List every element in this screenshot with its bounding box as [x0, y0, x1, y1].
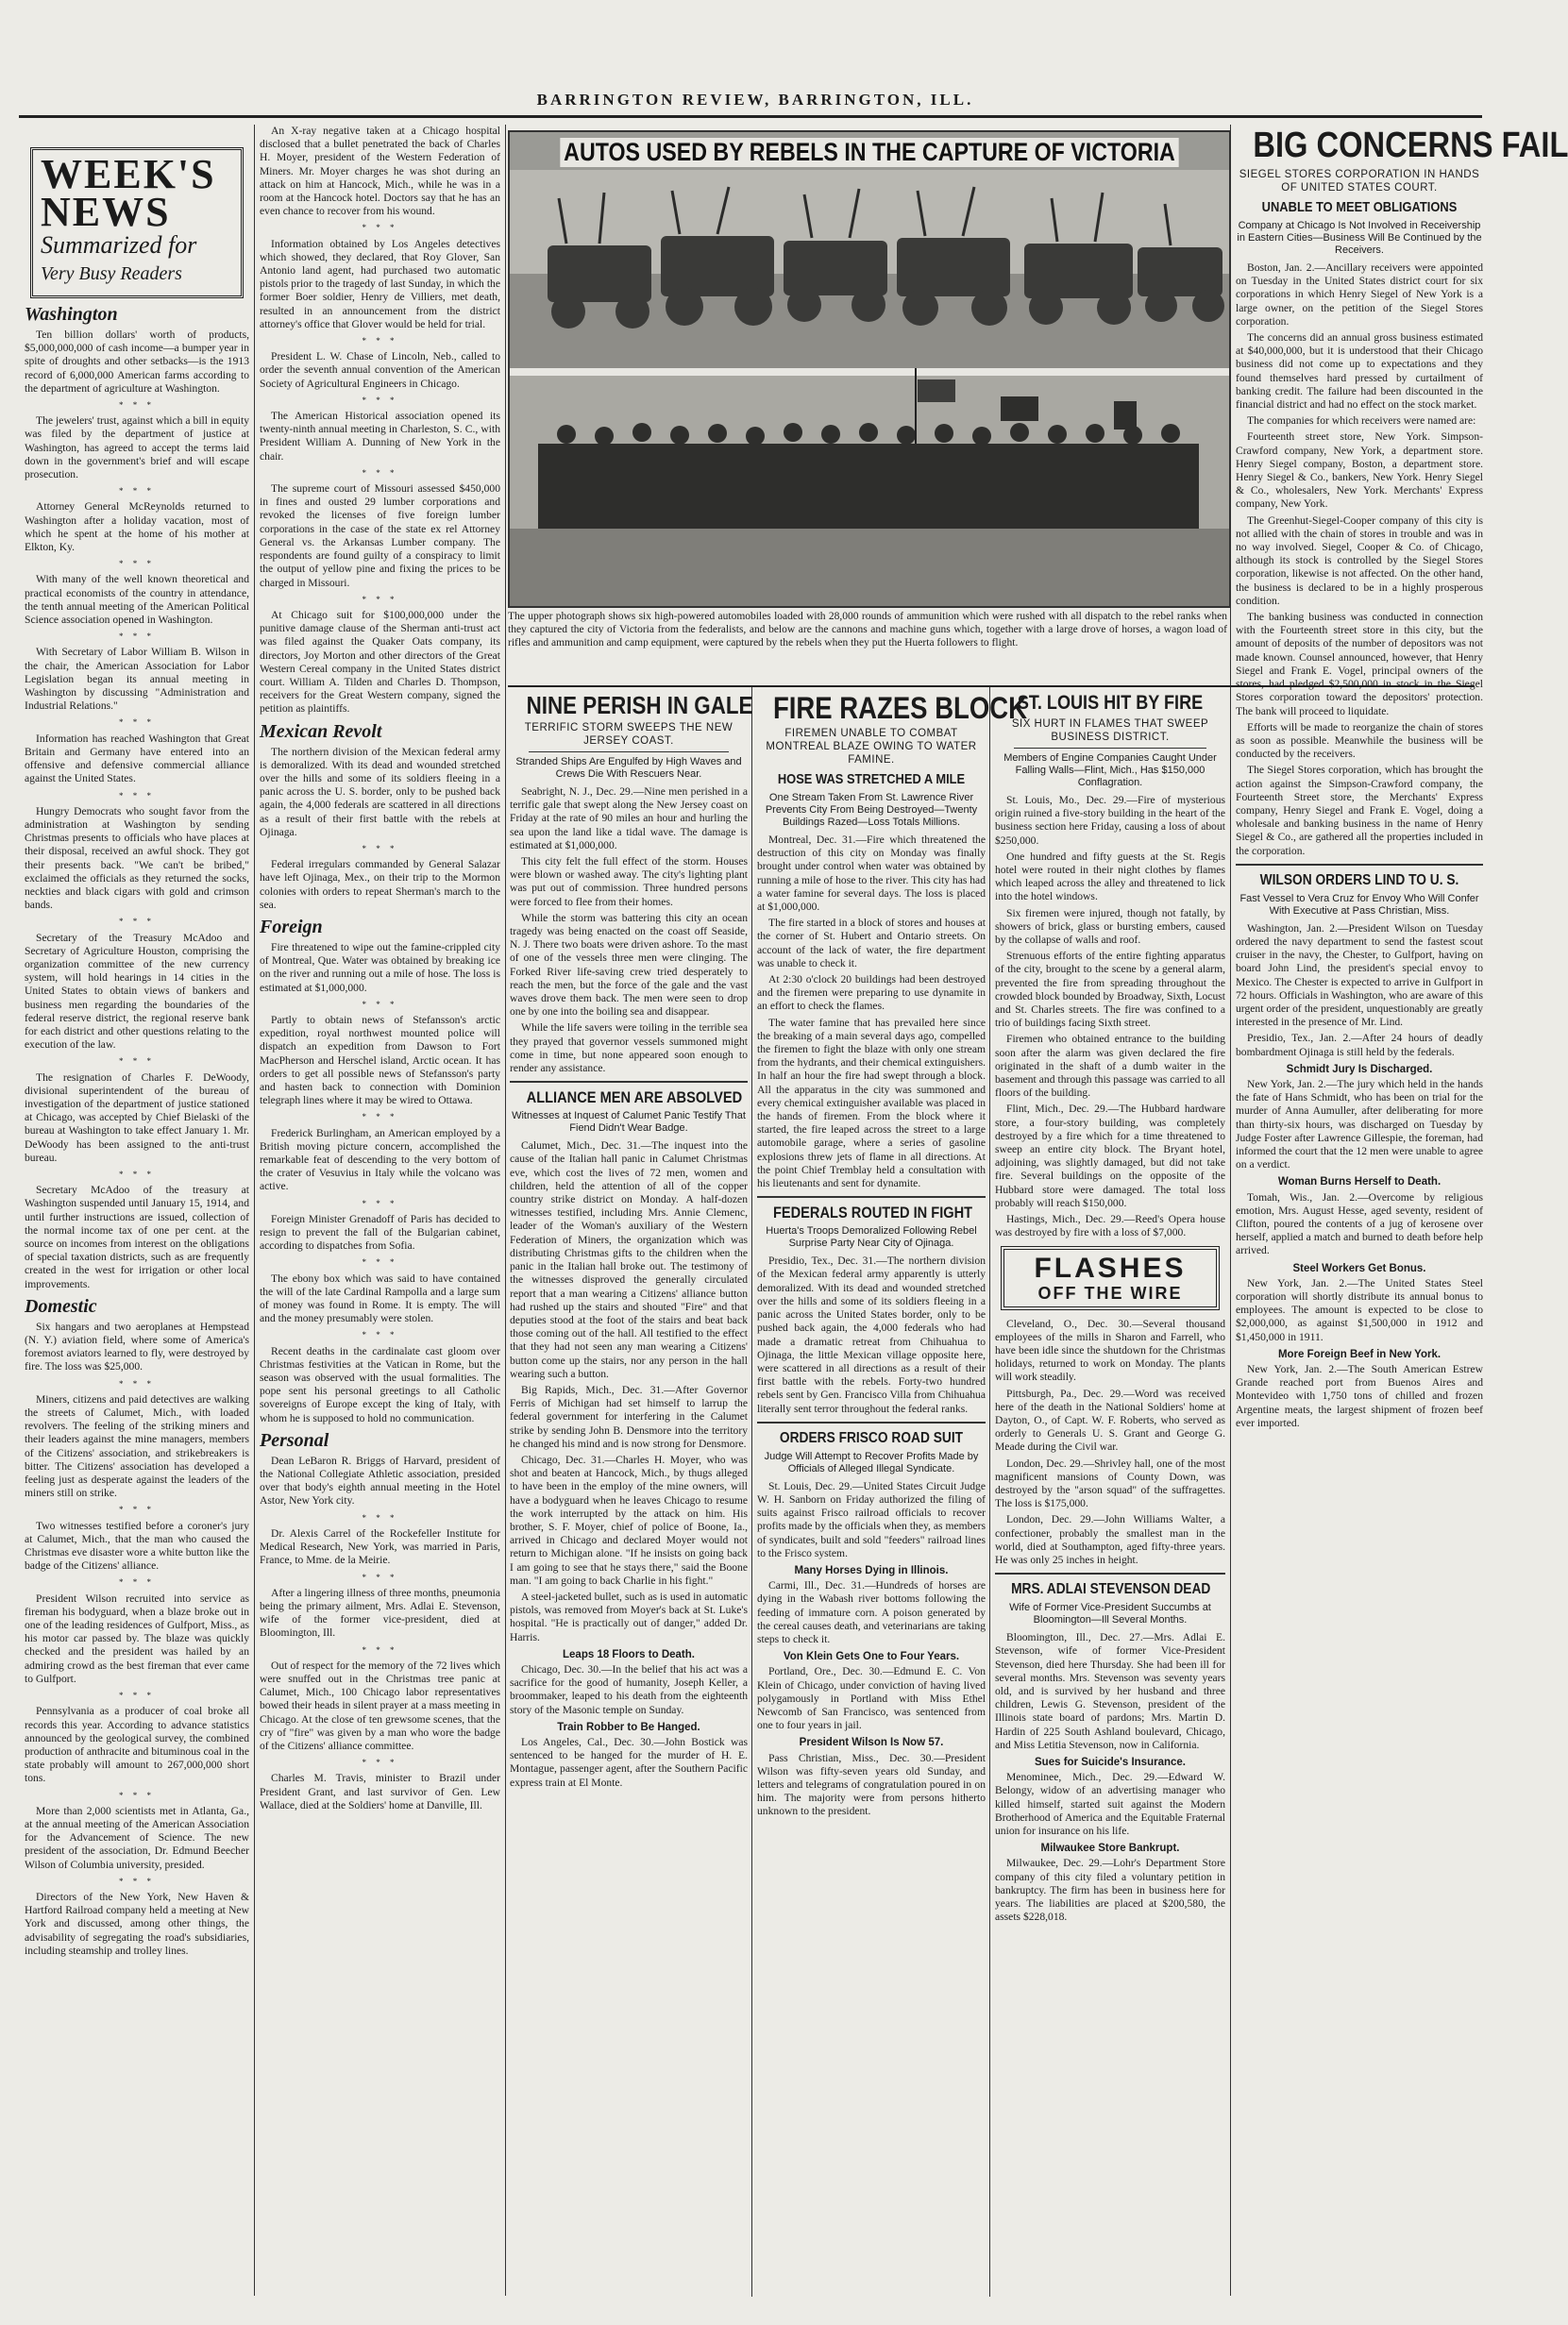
article-paragraph: Recent deaths in the cardinalate cast gloom over Christmas festivities at the Vatican in Rome, but the season was observed with the usual formalities. The pope sent his personal greetings to all Catholic sovereigns of Europe except the king of Italy, with whom he is supposed to hold no communication.: [260, 1344, 500, 1424]
brief-headline: Many Horses Dying in Illinois.: [794, 1564, 949, 1576]
article-paragraph: Ten billion dollars' worth of products, $5,000,000,000 of cash income—a bumper year in spite of droughts and other setbacks—is the 1913 record of 6,000,000 American farms according to the department of agriculture at Washington.: [25, 329, 249, 395]
header-rule: [19, 115, 1482, 118]
article-paragraph: At Chicago suit for $100,000,000 under the punitive damage clause of the Sherman anti-trust act was filed against the Quaker Oats company, its directors, Joy Morton and other directors of the Great Western Cereal company in the United States district court. William A. Tilden and Charles D. Thompson, receivers for the Great Western company, signed the petition as plaintiffs.: [260, 608, 500, 716]
alliance-men-headline: ALLIANCE MEN ARE ABSOLVED: [526, 1088, 743, 1107]
article-paragraph: Milwaukee, Dec. 29.—Lohr's Department Store company of this city filed a voluntary petition in bankruptcy. The firm has been in business here for years. The liabilities are placed at $200,580, the assets $228,018.: [995, 1857, 1225, 1924]
section-domestic: Domestic: [25, 1295, 97, 1317]
big-concerns-fail-headline: BIG CONCERNS FAIL: [1253, 126, 1568, 165]
section-foreign: Foreign: [260, 916, 323, 937]
article-paragraph: Los Angeles, Cal., Dec. 30.—John Bostick was sentenced to be hanged for the murder of H. E. Montague, passenger agent, after the Southern Pacific express train at El Monte.: [510, 1736, 748, 1789]
brief-headline: Woman Burns Herself to Death.: [1277, 1176, 1442, 1188]
article-paragraph: Presidio, Tex., Dec. 31.—The northern division of the Mexican federal army apparently is utterly demoralized. With its dead and wounded stretched over the hills and some of its soldiers fleeing in a panic across the United States border, only to be pushed back again, the 4,000 federals who had made a dramatic retreat from Chihuahua to Ojinaga, the little Mexican village opposite here, were scattered in all directions as a result of their first battle with the rebels. Forty-two hundred rebels sent by Gen. Francisco Villa from Chihuahua literally sent terror throughout the federal ranks.: [757, 1255, 986, 1415]
article-paragraph: Montreal, Dec. 31.—Fire which threatened the destruction of this city on Monday was finally brought under control when water was obtained by running a mile of hose to the river. This city has had a water famine for several days. The loss is placed at $1,000,000.: [757, 834, 986, 914]
federals-routed-headline: FEDERALS ROUTED IN FIGHT: [772, 1204, 973, 1222]
weeks-news-box: [30, 147, 244, 298]
article-paragraph: More than 2,000 scientists met in Atlanta, Ga., at the annual meeting of the American Association for the Advancement of Science. The new president of the association, Dr. Edmund Beecher Wilson of Columbia university, presided.: [25, 1804, 249, 1871]
brief-headline: Milwaukee Store Bankrupt.: [1040, 1843, 1180, 1855]
article-paragraph: Boston, Jan. 2.—Ancillary receivers were appointed on Tuesday in the United States district court for six corporations in which Henry Siegel of New York is a large owner, on the petition of the Siegel Stores corporation.: [1236, 261, 1483, 328]
article-paragraph: With Secretary of Labor William B. Wilson in the chair, the American Association for Labor Legislation began its annual meeting in Washington by discussing "Administration and Industrial Relations.": [25, 646, 249, 713]
article-paragraph: The Greenhut-Siegel-Cooper company of this city is not allied with the chain of stores in trouble and was in no way involved. Siegel, Cooper & Co. of Chicago, although its stock is controlled by the Siegel Stores corporation, likewise is not affected. On the other hand, the business is declared to be in a highly prosperous condition.: [1236, 514, 1483, 607]
article-paragraph: Bloomington, Ill., Dec. 27.—Mrs. Adlai E. Stevenson, wife of former Vice-President Stevenson, died here Thursday. She had been ill for several months. Mrs. Stevenson was seventy years old, and is survived by her husband and three children, Lewis G. Stevenson, president of the Illinois state board of pardons; Mrs. Martin D. Hardin of 225 South Ashland boulevard, Chicago, and Miss Letitia Stevenson, now in California.: [995, 1631, 1225, 1751]
article-paragraph: London, Dec. 29.—John Williams Walter, a confectioner, probably the smallest man in the world, died at Southampton, aged fifty-three years. He was only 25 inches in height.: [995, 1513, 1225, 1566]
running-title: BARRINGTON REVIEW, BARRINGTON, ILL.: [536, 91, 974, 109]
article-paragraph: Efforts will be made to reorganize the chain of stores as soon as possible. Meanwhile the business will be conducted by the receivers.: [1236, 720, 1483, 761]
brief-headline: Steel Workers Get Bonus.: [1292, 1262, 1426, 1274]
column-rule: [254, 125, 255, 2296]
article-paragraph: Dean LeBaron R. Briggs of Harvard, president of the National Collegiate Athletic association, presided over that body's eighth annual meeting in the Hotel Astor, New York city.: [260, 1454, 500, 1508]
news-photograph: [508, 130, 1231, 608]
brief-headline: Leaps 18 Floors to Death.: [563, 1648, 695, 1660]
headline-subdeck: Company at Chicago Is Not Involved in Receivership in Eastern Cities—Business Will Be Continued by the Receivers.: [1237, 220, 1482, 256]
article-paragraph: Presidio, Tex., Jan. 2.—After 24 hours of deadly bombardment Ojinaga is still held by the federals.: [1236, 1032, 1483, 1058]
weeks-title: WEEK'S: [41, 151, 216, 197]
stevenson-dead-headline: MRS. ADLAI STEVENSON DEAD: [1011, 1581, 1211, 1598]
column-rule: [505, 125, 506, 2296]
article-paragraph: The water famine that has prevailed here since the breaking of a main several days ago, compelled the firemen to fight the blaze with only one stream from the hydrants, and their chemical extinguishers. In half an hour the fire had swept through a block. All the apparatus in the city was summoned and every chemical extinguisher available was placed in the hands of firemen. From the block where it started, the fire leaped across the street to a large automobile garage, where a series of gasoline explosions threw jets of flame in all directions. At the point Chief Tremblay held a consultation with his lieutenants and sent for dynamite.: [757, 1016, 986, 1190]
article-paragraph: New York, Jan. 2.—The jury which held in the hands the fate of Hans Schmidt, who has been on trial for the murder of Anna Aumuller, after deliberating for more than thirty-six hours, was discharged on Tuesday by Judge Foster after Lawrence Gillespie, the foreman, had informed the court that the 12 men were unable to agree on a verdict.: [1236, 1077, 1483, 1171]
article-paragraph: The banking business was conducted in connection with the Fourteenth street store in this city, but the amount of deposits of the number of depositors was not made known. Counsel announced, however, that Henry Siegel and Frank E. Vogel, principal owners of the stores, had pledged $2,500,000 in stock in the Siegel Stores corporation toward the depositors' protection. The bank will proceed to liquidate.: [1236, 611, 1483, 717]
article-paragraph: Tomah, Wis., Jan. 2.—Overcome by religious emotion, Mrs. August Hesse, aged seventy, resident of Clifton, poured the contents of a jug of kerosene over herself, applied a match and burned to death before help arrived.: [1236, 1190, 1483, 1257]
frisco-road-suit-headline: ORDERS FRISCO ROAD SUIT: [779, 1429, 964, 1446]
obligations-subhead: UNABLE TO MEET OBLIGATIONS: [1261, 199, 1458, 215]
news-title: NEWS: [41, 189, 171, 235]
article-paragraph: Flint, Mich., Dec. 29.—The Hubbard hardware store, a four-story building, was completely destroyed by a fire which for a time threatened to sweep an entire city block. The Bryant hotel, adjoining, was slightly damaged, but did not take fire. Several buildings on the opposite of the Hubbard store were damaged. The total loss probably will reach $150,000.: [995, 1103, 1225, 1209]
headline-subdeck: Members of Engine Companies Caught Under Falling Walls—Flint, Mich., Has $150,000 Conflagration.: [1003, 752, 1217, 788]
headline-subdeck: Witnesses at Inquest of Calumet Panic Testify That Fiend Didn't Wear Badge.: [512, 1110, 746, 1135]
article-paragraph: The companies for which receivers were named are:: [1247, 414, 1476, 428]
article-paragraph: Menominee, Mich., Dec. 29.—Edward W. Belongy, widow of an advertising manager who killed himself, started suit against the Modern Brotherhood of America and the Equitable Fraternal union for insurance on his life.: [995, 1771, 1225, 1837]
brief-headline: Schmidt Jury Is Discharged.: [1286, 1063, 1433, 1075]
headline-deck: SIEGEL STORES CORPORATION IN HANDS OF UNITED STATES COURT.: [1239, 169, 1480, 194]
article-paragraph: Firemen who obtained entrance to the building soon after the alarm was given declared the fire originated in the shaft of a dumb waiter in the basement and through this passage was carried to all floors of the building.: [995, 1033, 1225, 1100]
st-louis-fire-headline: ST. LOUIS HIT BY FIRE: [1017, 692, 1204, 714]
summarized-for: Summarized for: [41, 231, 197, 259]
photo-caption: The upper photograph shows six high-powered automobiles loaded with 28,000 rounds of ammunition which were rushed with all dispatch to the rebel ranks when they captured the city of Victoria from the federalists, and below are the cannons and machine guns which, together with a large drove of horses, a wagon load of rifles and ammunition and camp equipment, were captured by the rebels when they put the Huerta followers to flight.: [508, 611, 1227, 649]
article-paragraph: The American Historical association opened its twenty-ninth annual meeting in Charleston, S. C., with President William A. Dunning of New York in the chair.: [260, 410, 500, 463]
article-paragraph: The ebony box which was said to have contained the will of the late Cardinal Rampolla and a large sum of money was found in Rome. It is empty. The will and the money presumably were stolen.: [260, 1272, 500, 1325]
article-paragraph: Pittsburgh, Pa., Dec. 29.—Word was received here of the death in the National Soldiers' home at Dayton, O., of Capt. W. F. Roberts, who served as orderly to Generals U. S. Grant and George G. Meade during the Civil war.: [995, 1387, 1225, 1454]
article-paragraph: Information has reached Washington that Great Britain and Germany have entered into an offensive and defensive commercial alliance against the United States.: [25, 732, 249, 785]
brief-headline: Sues for Suicide's Insurance.: [1035, 1756, 1186, 1768]
article-paragraph: Two witnesses testified before a coroner's jury at Calumet, Mich., that the man who caused the Christmas eve disaster wore a white button like the badge of the Citizens' alliance.: [25, 1519, 249, 1573]
article-paragraph: St. Louis, Dec. 29.—United States Circuit Judge W. H. Sanborn on Friday authorized the filing of suits against Frisco railroad officials to recover profits made by the officials when they, as members of syndicates, built and sold "feeders" railroad lines to the Frisco system.: [757, 1479, 986, 1559]
article-paragraph: Hastings, Mich., Dec. 29.—Reed's Opera house was destroyed by fire with a loss of $7,000.: [995, 1213, 1225, 1239]
article-paragraph: Cleveland, O., Dec. 30.—Several thousand employees of the mills in Sharon and Farrell, who have been idle since the shutdown for the Christmas holidays, returned to work on Monday. The plants will work steadily.: [995, 1317, 1225, 1384]
article-paragraph: Strenuous efforts of the entire fighting apparatus of the city, brought to the scene by a general alarm, prevented the fire from spreading throughout the crowded block bounded by Broadway, Sixth, Locust and St. Charles streets. The fire was confined to a trio of buildings facing Sixth street.: [995, 950, 1225, 1030]
article-paragraph: Six hangars and two aeroplanes at Hempstead (N. Y.) aviation field, where some of America's foremost aviators learned to fly, were destroyed by fire. The loss was $25,000.: [25, 1320, 249, 1373]
article-paragraph: Frederick Burlingham, an American employed by a British moving picture concern, accomplished the remarkable feat of descending to the very bottom of the crater of Vesuvius in Italy while the volcano was active.: [260, 1126, 500, 1193]
article-paragraph: After a lingering illness of three months, pneumonia being the primary ailment, Mrs. Adlai E. Stevenson, wife of the former vice-president, died at Bloomington, Ill.: [260, 1586, 500, 1640]
article-paragraph: Foreign Minister Grenadoff of Paris has decided to resign to prevent the fall of the Bulgarian cabinet, according to dispatches from Sofia.: [260, 1212, 500, 1253]
article-paragraph: Big Rapids, Mich., Dec. 31.—After Governor Ferris of Michigan had set himself to larrup the federal government for interfering in the Calumet strike by sending John B. Densmore into the territory he changed his mind and is now strong for Densmore.: [510, 1383, 748, 1450]
flashes-off-the-wire-box: [1001, 1246, 1220, 1310]
article-paragraph: Chicago, Dec. 30.—In the belief that his act was a sacrifice for the good of humanity, Joseph Keller, a broommaker, leaped to his death from the eighteenth story of the Masonic temple on Sunday.: [510, 1662, 748, 1716]
column-1: WEEK'S NEWS Summarized for Very Busy Readers Washington Ten billion dollars' worth of products, $5,000,000,000 of cash income—a bumper year in spite of droughts and other setbacks—is the 1913 record of 6,000,000 American farms according to the department of agriculture at Washington. * * * The jewelers' trust, against which a bill in equity was filed by the department of justice at Washington, has agreed to accept the terms laid down in the government's brief and will escape prosecution. * * * Attorney General McReynolds returned to Washington after a holiday vacation, most of which he spent at the home of his mother at Elkton, Ky. * * * With many of the well known theoretical and practical economists of the country in attendance, the tenth annual meeting of the American Political Science association opened in Washington. * * * With Secretary of Labor William B. Wilson in the chair, the American Association for Labor Legislation began its annual meeting in Washington by discussing "Administration and Industrial Relations." * * * Information has reached Washington that Great Britain and Germany have entered into an offensive and defensive commercial alliance against the United States. * * * Hungry Democrats who sought favor from the administration at Washington by sending Christmas presents to officials who have places at their disposal, received an awful shock. They got their presents back. "We can't be bribed," exclaimed the officials as they returned the socks, neckties and black cigars with gold and crimson bands. * * * Secretary of the Treasury McAdoo and Secretary of Agriculture Houston, comprising the organization committee of the new currency system, will hold hearings in 14 cities in the United States to obtain views of bankers and business men regarding the boundaries of the federal reserve district, the regional reserve bank for each district and other questions relating to the execution of the law. * * * The resignation of Charles F. DeWoody, divisional superintendent of the bureau of investigation of the department of justice stationed at Chicago, was accepted by Chief Bielaski of the bureau at Washington to take effect January 1. Mr. DeWoody has been assigned to the anti-trust bureau. * * * Secretary McAdoo of the treasury at Washington suspended until January 15, 1914, and until further instructions are issued, collection of the normal income tax of one per cent. at the source on incomes from interest on the obligations of special taxation districts, such as are frequently created in the west for irrigation or other local improvements. Domestic Six hangars and two aeroplanes at Hempstead (N. Y.) aviation field, where some of America's foremost aviators learned to fly, were destroyed by fire. The loss was $25,000. * * * Miners, citizens and paid detectives are walking the streets of Calumet, Mich., with loaded revolvers. The feeling of the striking miners and their leaders against the mine managers, members of the Citizens' association, and strikebreakers is bitter. The Citizens' association has developed a feeling just as desperate against the leaders of the miners still on strike. * * * Two witnesses testified before a coroner's jury at Calumet, Mich., that the man who caused the Christmas eve disaster wore a white button like the badge of the Citizens' alliance. * * * President Wilson recruited into service as fireman his bodyguard, when a blaze broke out in one of the leading residences of Gulfport, Miss., as his motor car passed by. The blaze was quickly checked and the president was hailed by an admiring crowd as the best fireman that ever came to Gulfport. * * * Pennsylvania as a producer of coal broke all records this year. According to advance statistics announced by the geological survey, the combined production of anthracite and bituminous coal in the state probably will amount to 267,000,000 short tons. * * * More than 2,000 scientists met in Atlanta, Ga., at the annual meeting of the American Association for the Advancement of Science. The new president of the association, Dr. Edmund Beecher Wilson of Columbia university, presided. * * * Directors of the New York, New Haven & Hartford Railroad company held a meeting at New York and discussed, among other things, the advisability of segregating the road's subsidiaries, including steamship and trolley lines.: [25, 125, 249, 2296]
article-paragraph: One hundred and fifty guests at the St. Regis hotel were routed in their night clothes by flames which leaped across the alley and threatened to lick into the hotel windows.: [995, 850, 1225, 903]
brief-headline: President Wilson Is Now 57.: [799, 1737, 944, 1749]
busy-readers: Very Busy Readers: [41, 263, 182, 284]
article-paragraph: The Siegel Stores corporation, which has brought the action against the Simpson-Crawford company, the Fourteenth Street store, the Merchants' Express company, Henry Siegel and Frank E. Vogel, doing a wholesale and banking business in the name of Henry Siegel & Co., are gathered all the properties included in the corporation.: [1236, 764, 1483, 857]
brief-headline: Train Robber to Be Hanged.: [557, 1721, 700, 1733]
headline-deck: FIREMEN UNABLE TO COMBAT MONTREAL BLAZE OWING TO WATER FAMINE.: [766, 728, 977, 766]
column-6: [1236, 125, 1568, 2296]
article-paragraph: Fourteenth street store, New York. Simpson-Crawford company, New York, a department store. Henry Siegel company, Boston, a department store. Henry Siegel & Co., bankers, New York. Henry Siegel & Co., wholesalers, New York. Merchants' Express company, New York.: [1236, 430, 1483, 511]
article-paragraph: Miners, citizens and paid detectives are walking the streets of Calumet, Mich., with loaded revolvers. The feeling of the striking miners and their leaders against the mine managers, members of the Citizens' association, and strikebreakers is bitter. The Citizens' association has developed a feeling just as desperate against the leaders of the miners still on strike.: [25, 1392, 249, 1500]
section-washington: Washington: [25, 304, 118, 325]
article-paragraph: New York, Jan. 2.—The United States Steel corporation will shortly distribute its annual bonus to employees. The amount is expected to be close to $2,000,000, as against $1,500,000 in 1912 and $1,450,000 in 1911.: [1236, 1276, 1483, 1343]
article-paragraph: Charles M. Travis, minister to Brazil under President Grant, and last survivor of Gen. Lew Wallace, died at the Soldiers' home at Danville, Ill.: [260, 1772, 500, 1811]
article-paragraph: Directors of the New York, New Haven & Hartford Railroad company held a meeting at New York and discussed, among other things, the advisability of segregating the road's subsidiaries, including steamship and trolley lines.: [25, 1890, 249, 1957]
article-paragraph: The supreme court of Missouri assessed $450,000 in fines and ousted 29 lumber corporations and revoked the licenses of five foreign lumber corporations in the case of the state ex rel Attorney General vs. the Arkansas Lumber company. The respondents are found guilty of a conspiracy to limit the output of yellow pine and fixing the prices to be charged in Missouri.: [260, 482, 500, 589]
headline-subdeck: Stranded Ships Are Engulfed by High Waves and Crews Die With Rescuers Near.: [515, 756, 742, 780]
article-paragraph: Pennsylvania as a producer of coal broke all records this year. According to advance statistics announced by the geological survey, the combined production of anthracite and bituminous coal in the state probably will amount to 267,000,000 short tons.: [25, 1705, 249, 1785]
article-paragraph: Hungry Democrats who sought favor from the administration at Washington by sending Christmas presents to officials who have places at their disposal, received an awful shock. They got their presents back. "We can't be bribed," exclaimed the officials as they returned the socks, neckties and black cigars with gold and crimson bands.: [25, 804, 249, 912]
article-paragraph: The concerns did an annual gross business estimated at $40,000,000, but it is understood that their Chicago business did not come up to expectations and they found themselves hard pressed by curtailment of banking credit. The failure had been discounted in the financial district and had no effect on the stock market.: [1236, 331, 1483, 412]
article-paragraph: Secretary of the Treasury McAdoo and Secretary of Agriculture Houston, comprising the organization committee of the new currency system, will hold hearings in 14 cities in the United States to obtain views of bankers and business men regarding the boundaries of the federal reserve district, the regional reserve bank for each district and other questions relating to the execution of the law.: [25, 931, 249, 1052]
column-rule: [751, 687, 752, 2297]
column-5: [995, 691, 1225, 2296]
section-mexican-revolt: Mexican Revolt: [260, 720, 382, 742]
article-paragraph: At 2:30 o'clock 20 buildings had been destroyed and the firemen were preparing to use dynamite in an effort to check the flames.: [757, 973, 986, 1013]
article-paragraph: Calumet, Mich., Dec. 31.—The inquest into the cause of the Italian hall panic in Calumet Christmas eve, which cost the lives of 72 men, women and children, held the attention of all of the copper country strike district on Monday. A half-dozen witnesses testified, including Mrs. Annie Clemenc, leader of the Woman's auxiliary of the Western Federation of Miners, the organization which was distributing Christmas gifts to the children when the panic in the Italian hall broke out. The testimony of the witnesses disproved the generally circulated report that a man wearing a Citizens' alliance button had rushed up the stairs and shouted "Fire" and that deputies stood at the foot of the stairs and beat back those coming out of the hall. All testified to the effect that they had not seen any man wearing a Citizens' button come up the stairs, nor any person in the hall wearing such a button.: [510, 1139, 748, 1380]
brief-headline: Von Klein Gets One to Four Years.: [783, 1651, 960, 1663]
article-paragraph: The fire started in a block of stores and houses at the corner of St. Hubert and Ontario streets. On account of the lack of water, the fire department was unable to check it.: [757, 917, 986, 969]
article-paragraph: Attorney General McReynolds returned to Washington after a holiday vacation, most of which he spent at the home of his mother at Elkton, Ky.: [25, 500, 249, 554]
section-personal: Personal: [260, 1429, 329, 1451]
column-rule: [989, 687, 990, 2297]
article-paragraph: While the storm was battering this city an ocean tragedy was being enacted on the coast off Seaside, N. J. There two boats were driven ashore. To the mast of one of the vessels three men were clinging. The Forked River life-saving crew tried desperately to reach the men, but the force of the gale and the vast waves drove them back. The men were seen to drop one by one into the boiling sea and disappear.: [510, 911, 748, 1019]
headline-subdeck: Judge Will Attempt to Recover Profits Made by Officials of Alleged Illegal Syndicate.: [764, 1450, 979, 1474]
article-paragraph: Out of respect for the memory of the 72 lives which were snuffed out in the Christmas tree panic at Calumet, Mich., 100 Chicago labor representatives bowed their heads in silent prayer at a mass meeting in Chicago. At the close of ten grewsome scenes, that the cry of "fire" was given by a man who wore the badge of the Citizens' alliance committee.: [260, 1659, 500, 1752]
article-paragraph: New York, Jan. 2.—The South American Estrew Grande reached port from Buenos Aires and Montevideo with 1,750 tons of chilled and frozen Argentine meats, the largest shipment of frozen beef ever imported.: [1236, 1363, 1483, 1429]
article-paragraph: London, Dec. 29.—Shrivley hall, one of the most magnificent mansions of County Down, was destroyed by the "arson squad" of the suffragettes. The loss is $175,000.: [995, 1457, 1225, 1510]
column-3: [510, 691, 753, 2296]
article-paragraph: Secretary McAdoo of the treasury at Washington suspended until January 15, 1914, and until further instructions are issued, collection of the normal income tax of one per cent. at the source on incomes from interest on the obligations of special taxation districts, such as are frequently created in the west for irrigation or other local improvements.: [25, 1184, 249, 1290]
article-paragraph: Fire threatened to wipe out the famine-crippled city of Montreal, Que. Water was obtained by breaking ice on the river and running out a mile of hose. The loss is estimated at $1,000,000.: [260, 940, 500, 994]
headline-deck: SIX HURT IN FLAMES THAT SWEEP BUSINESS DISTRICT.: [1011, 718, 1209, 743]
article-paragraph: Federal irregulars commanded by General Salazar have left Ojinaga, Mex., on their trip to the Mormon colonies with orders to repeat Sherman's march to the sea.: [260, 858, 500, 911]
article-paragraph: The resignation of Charles F. DeWoody, divisional superintendent of the bureau of investigation of the department of justice stationed at Chicago, was accepted by Chief Bielaski of the bureau at Washington to take effect January 1. Mr. DeWoody has been assigned to the anti-trust bureau.: [25, 1070, 249, 1164]
article-paragraph: President Wilson recruited into service as fireman his bodyguard, when a blaze broke out in one of the leading residences of Gulfport, Miss., as his motor car passed by. The blaze was quickly checked and the president was hailed by an admiring crowd as the best fireman that ever came to Gulfport.: [25, 1592, 249, 1685]
article-paragraph: Information obtained by Los Angeles detectives which showed, they declared, that Roy Glover, San Antonio land agent, had purchased two automatic pistols prior to the tragedy of last Sunday, in which the former Boer soldier, Henry de Villiers, met death, resulted in an announcement from the district attorney's office that Glover would be held for trial.: [260, 237, 500, 330]
article-paragraph: Pass Christian, Miss., Dec. 30.—President Wilson was fifty-seven years old Sunday, and letters and telegrams of congratulation poured in on him. The majority were from persons hitherto unknown to the president.: [757, 1751, 986, 1818]
photo-headline: AUTOS USED BY REBELS IN THE CAPTURE OF VICTORIA: [560, 138, 1178, 167]
brief-headline: More Foreign Beef in New York.: [1277, 1348, 1442, 1360]
article-paragraph: An X-ray negative taken at a Chicago hospital disclosed that a bullet penetrated the back of Charles H. Moyer, president of the Western Federation of Miners. Mr. Moyer charges he was shot during an attack on him at Hancock, Mich., while he was in a room at the Hancock hotel. Doctors say that he has an even chance to recover from his wound.: [260, 125, 500, 218]
column-4: [757, 691, 1028, 2296]
article-paragraph: Portland, Ore., Dec. 30.—Edmund E. C. Von Klein of Chicago, under conviction of having lived polygamously in Portland with Miss Ethel Newcomb of San Francisco, was sentenced from one to four years in jail.: [757, 1665, 986, 1732]
headline-subdeck: Wife of Former Vice-President Succumbs at Bloomington—Ill Several Months.: [1009, 1602, 1211, 1626]
article-paragraph: This city felt the full effect of the storm. Houses were blown or washed away. The city's lighting plant was put out of commission. Three hundred persons were forced to flee from their homes.: [510, 855, 748, 908]
article-paragraph: Dr. Alexis Carrel of the Rockefeller Institute for Medical Research, New York, was married in Paris, France, to Mme. de la Meirie.: [260, 1526, 500, 1567]
headline-subdeck: Huerta's Troops Demoralized Following Rebel Surprise Party Near City of Ojinaga.: [766, 1225, 977, 1250]
article-paragraph: Six firemen were injured, though not fatally, by showers of brick, glass or bursting embers, caused by the collapse of walls and roof.: [995, 906, 1225, 947]
article-paragraph: While the life savers were toiling in the terrible sea they prayed that governor vessels summoned might come in time, but none appeared soon enough to render any assistance.: [510, 1021, 748, 1075]
flashes-title: FLASHES: [1034, 1252, 1187, 1284]
article-paragraph: Washington, Jan. 2.—President Wilson on Tuesday ordered the navy department to send the fastest scout cruiser in the navy, the Chester, to Gulfport, having on board John Lind, the president's special envoy to Mexico. The Chester is expected to arrive in Gulfport in 72 hours. Officials in Washington, who are aware of this urgent order of the president, unquestionably are greatly interested in the presence of Mr. Lind.: [1236, 921, 1483, 1029]
nine-perish-headline: NINE PERISH IN GALE: [526, 691, 753, 719]
article-paragraph: Carmi, Ill., Dec. 31.—Hundreds of horses are dying in the Wabash river bottoms following the feeding of immature corn. A poison generated by the cereal causes death, and veterinarians are taking steps to check it.: [757, 1579, 986, 1645]
article-paragraph: St. Louis, Mo., Dec. 29.—Fire of mysterious origin ruined a five-story building in the heart of the business section here Friday, causing a loss of about $250,000.: [995, 794, 1225, 847]
article-paragraph: The northern division of the Mexican federal army is demoralized. With its dead and wounded stretched over the hills and some of its soldiers fleeing in a panic across the U. S. border, only to be pushed back again, the 4,000 federals are scattered in all directions as a result of their first battle with the rebels at Ojinaga.: [260, 745, 500, 838]
headline-subdeck: One Stream Taken From St. Lawrence River Prevents City From Being Destroyed—Twenty Buildings Razed—Loss Totals Millions.: [765, 792, 978, 828]
article-paragraph: The jewelers' trust, against which a bill in equity was filed by the department of justice at Washington, has agreed to accept the terms laid down in the government's brief and will escape prosecution.: [25, 414, 249, 481]
headline-subdeck: Fast Vessel to Vera Cruz for Envoy Who Will Confer With Executive at Pass Christian, Miss.: [1239, 892, 1479, 917]
article-paragraph: Partly to obtain news of Stefansson's arctic expedition, royal northwest mounted police will dispatch an expedition from Dawson to Fort MacPherson and Herschel island, Arctic ocean. It has orders to get all possible news of Stefansson's party and hasten back to connection with Dominion telegraph lines where it may be wired to Ottawa.: [260, 1013, 500, 1107]
article-paragraph: A steel-jacketed bullet, such as is used in automatic pistols, was removed from Moyer's back at St. Luke's hospital. "He is practically out of danger," added Dr. Harris.: [510, 1590, 748, 1643]
article-paragraph: Chicago, Dec. 31.—Charles H. Moyer, who was shot and beaten at Hancock, Mich., by thugs alleged to have been in the employ of the mine owners, will have a bodyguard when he leaves Chicago to resume the work interrupted by the attack on him. His brother, S. F. Moyer, chief of police of Boone, Ia., arrived in Chicago and declared Moyer would not return to Michigan alone. "If he insists on going back I am going to see that he stays there," said the Boone man. "I am going to back Charlie in his fight.": [510, 1453, 748, 1587]
headline-deck: TERRIFIC STORM SWEEPS THE NEW JERSEY COAST.: [524, 722, 733, 747]
column-2: An X-ray negative taken at a Chicago hospital disclosed that a bullet penetrated the back of Charles H. Moyer, president of the Western Federation of Miners. Mr. Moyer charges he was shot during an attack on him at Hancock, Mich., while he was in a room at the Hancock hotel. Doctors say that he has an even chance to recover from his wound. * * * Information obtained by Los Angeles detectives which showed, they declared, that Roy Glover, San Antonio land agent, had purchased two automatic pistols prior to the tragedy of last Sunday, in which the former Boer soldier, Henry de Villiers, met death, resulted in an announcement from the district attorney's office that Glover would be held for trial. * * * President L. W. Chase of Lincoln, Neb., called to order the seventh annual convention of the American Society of Agricultural Engineers in Chicago. * * * The American Historical association opened its twenty-ninth annual meeting in Charleston, S. C., with President William A. Dunning of New York in the chair. * * * The supreme court of Missouri assessed $450,000 in fines and ousted 29 lumber corporations and revoked the licenses of five foreign lumber corporations in the case of the state ex rel Attorney General vs. the Arkansas Lumber company. The respondents are found guilty of a conspiracy to limit the output of yellow pine and fixing the prices to be charged in Missouri. * * * At Chicago suit for $100,000,000 under the punitive damage clause of the Sherman anti-trust act was filed against the Quaker Oats company, its directors, Joy Morton and other directors of the Great Western Cereal company in the United States district court. William A. Tilden and Charles D. Thompson, receivers for the Great Western company, signed the petition as plaintiffs. Mexican Revolt The northern division of the Mexican federal army is demoralized. With its dead and wounded stretched over the hills and some of its soldiers fleeing in a panic across the U. S. border, only to be pushed back again, the 4,000 federals are scattered in all directions as a result of their first battle with the rebels at Ojinaga. * * * Federal irregulars commanded by General Salazar have left Ojinaga, Mex., on their trip to the Mormon colonies with orders to repeat Sherman's march to the sea. Foreign Fire threatened to wipe out the famine-crippled city of Montreal, Que. Water was obtained by breaking ice on the river and running out a mile of hose. The loss is estimated at $1,000,000. * * * Partly to obtain news of Stefansson's arctic expedition, royal northwest mounted police will dispatch an expedition from Dawson to Fort MacPherson and Herschel island, Arctic ocean. It has orders to get all possible news of Stefansson's party and hasten back to connection with Dominion telegraph lines where it may be wired to Ottawa. * * * Frederick Burlingham, an American employed by a British moving picture concern, accomplished the remarkable feat of descending to the very bottom of the crater of Vesuvius in Italy while the volcano was active. * * * Foreign Minister Grenadoff of Paris has decided to resign to prevent the fall of the Bulgarian cabinet, according to dispatches from Sofia. * * * The ebony box which was said to have contained the will of the late Cardinal Rampolla and a large sum of money was found in Rome. It is empty. The will and the money presumably were stolen. * * * Recent deaths in the cardinalate cast gloom over Christmas festivities at the Vatican in Rome, but the season was observed with the usual formalities. The pope sent his personal greetings to all Catholic sovereigns of Europe except the king of Italy, with whom he is supposed to hold no communication. Personal Dean LeBaron R. Briggs of Harvard, president of the National Collegiate Athletic association, presided over that body's eighth annual meeting in the Hotel Astor, New York city. * * * Dr. Alexis Carrel of the Rockefeller Institute for Medical Research, New York, was married in Paris, France, to Mme. de la Meirie. * * * After a lingering illness of three months, pneumonia being the primary ailment, Mrs. Adlai E. Stevenson, wife of the former vice-president, died at Bloomington, Ill. * * * Out of respect for the memory of the 72 lives which were snuffed out in the Christmas tree panic at Calumet, Mich., 100 Chicago labor representatives bowed their heads in silent prayer at a mass meeting in Chicago. At the close of ten grewsome scenes, that the cry of "fire" was given by a man who wore the badge of the Citizens' alliance committee. * * * Charles M. Travis, minister to Brazil under President Grant, and last survivor of Gen. Lew Wallace, died at the Soldiers' home at Danville, Ill.: [260, 125, 500, 1811]
wilson-orders-lind-headline: WILSON ORDERS LIND TO U. S.: [1259, 871, 1459, 888]
article-paragraph: President L. W. Chase of Lincoln, Neb., called to order the seventh annual convention of the American Society of Agricultural Engineers in Chicago.: [260, 350, 500, 390]
article-paragraph: Seabright, N. J., Dec. 29.—Nine men perished in a terrific gale that swept along the New Jersey coast on Friday at the rate of 90 miles an hour and hurling the sea upon the land like a tidal wave. The damage is estimated at $1,000,000.: [510, 785, 748, 851]
hose-stretched-subhead: HOSE WAS STRETCHED A MILE: [777, 771, 966, 787]
rebel-automobiles-image: [510, 132, 1229, 606]
article-paragraph: With many of the well known theoretical and practical economists of the country in attendance, the tenth annual meeting of the American Political Science association opened in Washington.: [25, 573, 249, 627]
fire-razes-block-headline: FIRE RAZES BLOCK: [772, 691, 1028, 725]
off-the-wire-title: OFF THE WIRE: [1037, 1283, 1183, 1303]
